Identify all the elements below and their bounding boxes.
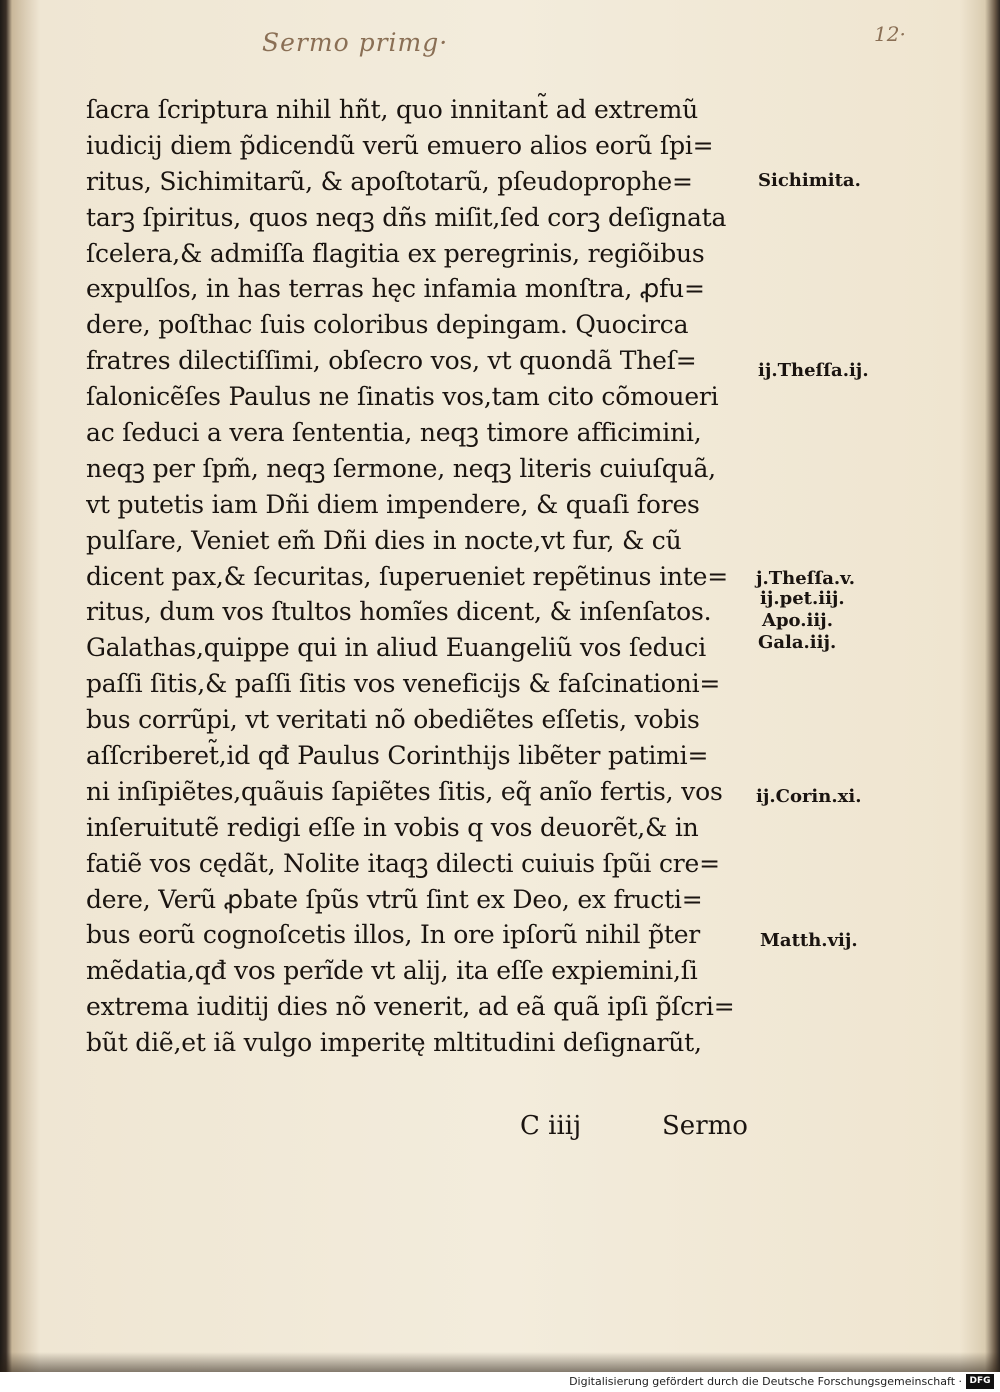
text-line: iudicij diem p̃dicendũ verũ emuero alios eorũ ſpi= [86, 130, 714, 160]
signature-mark: C iiij [520, 1111, 582, 1141]
text-line: fratres dilectiſſimi, obſecro vos, vt quondã Theſ= [86, 346, 697, 376]
text-line: expulſos, in has terras hęc infamia monſtra, ꝓfu= [86, 274, 705, 304]
attribution-bar [0, 1372, 1000, 1392]
marginal-note: Sichimita. [758, 170, 861, 191]
text-line: mẽdatia,qđ vos perĩde vt alij, ita eſſe expiemini,ſi [86, 956, 698, 986]
marginal-note: Apo.iij. [762, 610, 833, 631]
text-line: ſalonicẽſes Paulus ne ſinatis vos,tam cito cõmoueri [86, 382, 719, 412]
text-line: dicent pax,& ſecuritas, ſuperueniet repẽtinus inte= [86, 561, 728, 591]
text-line: ritus, dum vos ſtultos homĩes dicent, & inſenſatos. [86, 597, 712, 627]
text-line: fatiẽ vos cędãt, Nolite itaqꝫ dilecti cuiuis ſpũi cre= [86, 848, 720, 878]
text-line: ritus, Sichimitarũ, & apoſtotarũ, pſeudoprophe= [86, 166, 693, 196]
text-line: bus eorũ cognoſcetis illos, In ore ipſorũ nihil p̃ter [86, 920, 701, 950]
text-line: neqꝫ per ſpm̃, neqꝫ ſermone, neqꝫ literis cuiuſquã, [86, 453, 716, 483]
text-line: bũt diẽ,et iã vulgo imperitę mltitudini deſignarũt, [86, 1028, 702, 1058]
text-line: extrema iuditij dies nõ venerit, ad eã quã ipſi p̃ſcri= [86, 992, 735, 1022]
main-text-block [86, 92, 766, 1061]
text-line: tarꝫ ſpiritus, quos neqꝫ dñs miſit,ſed corꝫ deſignata [86, 202, 727, 232]
catchword: Sermo [662, 1111, 748, 1141]
text-line: bus corrũpi, vt veritati nõ obediẽtes eſſetis, vobis [86, 705, 700, 735]
text-line: Galathas,quippe qui in aliud Euangeliũ vos ſeduci [86, 633, 706, 663]
handwritten-heading: Sermo primg· [262, 28, 449, 57]
text-line: dere, poſthac ſuis coloribus depingam. Quocirca [86, 310, 689, 340]
text-line: pulſare, Veniet em̃ Dñi dies in nocte,vt fur, & cũ [86, 525, 682, 555]
marginal-note: ij.Theſſa.ij. [758, 360, 869, 381]
page-edge-shadow [0, 1352, 1000, 1372]
text-line: aſſcriberet̃,id qđ Paulus Corinthijs libẽter patimi= [86, 741, 709, 771]
marginal-note: Gala.iij. [758, 632, 837, 653]
attribution-text: Digitalisierung gefördert durch die Deutsche Forschungsgemeinschaft · [569, 1375, 962, 1388]
text-line: dere, Verũ ꝓbate ſpũs vtrũ ſint ex Deo, ex fructi= [86, 884, 703, 914]
marginal-note: ij.Corin.xi. [756, 786, 862, 807]
text-line: paſſi ſitis,& paſſi ſitis vos veneficijs & faſcinationi= [86, 669, 721, 699]
text-line: ſacra ſcriptura nihil hñt, quo innitant̃ ad extremũ [86, 95, 699, 124]
marginal-note: j.Theſſa.v. [756, 568, 856, 589]
marginal-note: Matth.vij. [760, 930, 858, 951]
text-line: inſeruitutẽ redigi eſſe in vobis q vos deuorẽt,& in [86, 812, 699, 842]
text-line: vt putetis iam Dñi diem impendere, & quaſi fores [86, 489, 700, 519]
text-line: ſcelera,& admiſſa flagitia ex peregrinis, regiõibus [86, 238, 705, 268]
text-line: ni inſipiẽtes,quãuis ſapiẽtes ſitis, eq̃ anĩo fertis, vos [86, 776, 723, 806]
dfg-logo: DFG [966, 1374, 994, 1389]
folio-number: 12· [874, 22, 906, 46]
marginal-note: ij.pet.iij. [760, 588, 845, 609]
text-line: ac ſeduci a vera ſententia, neqꝫ timore afficimini, [86, 418, 702, 448]
